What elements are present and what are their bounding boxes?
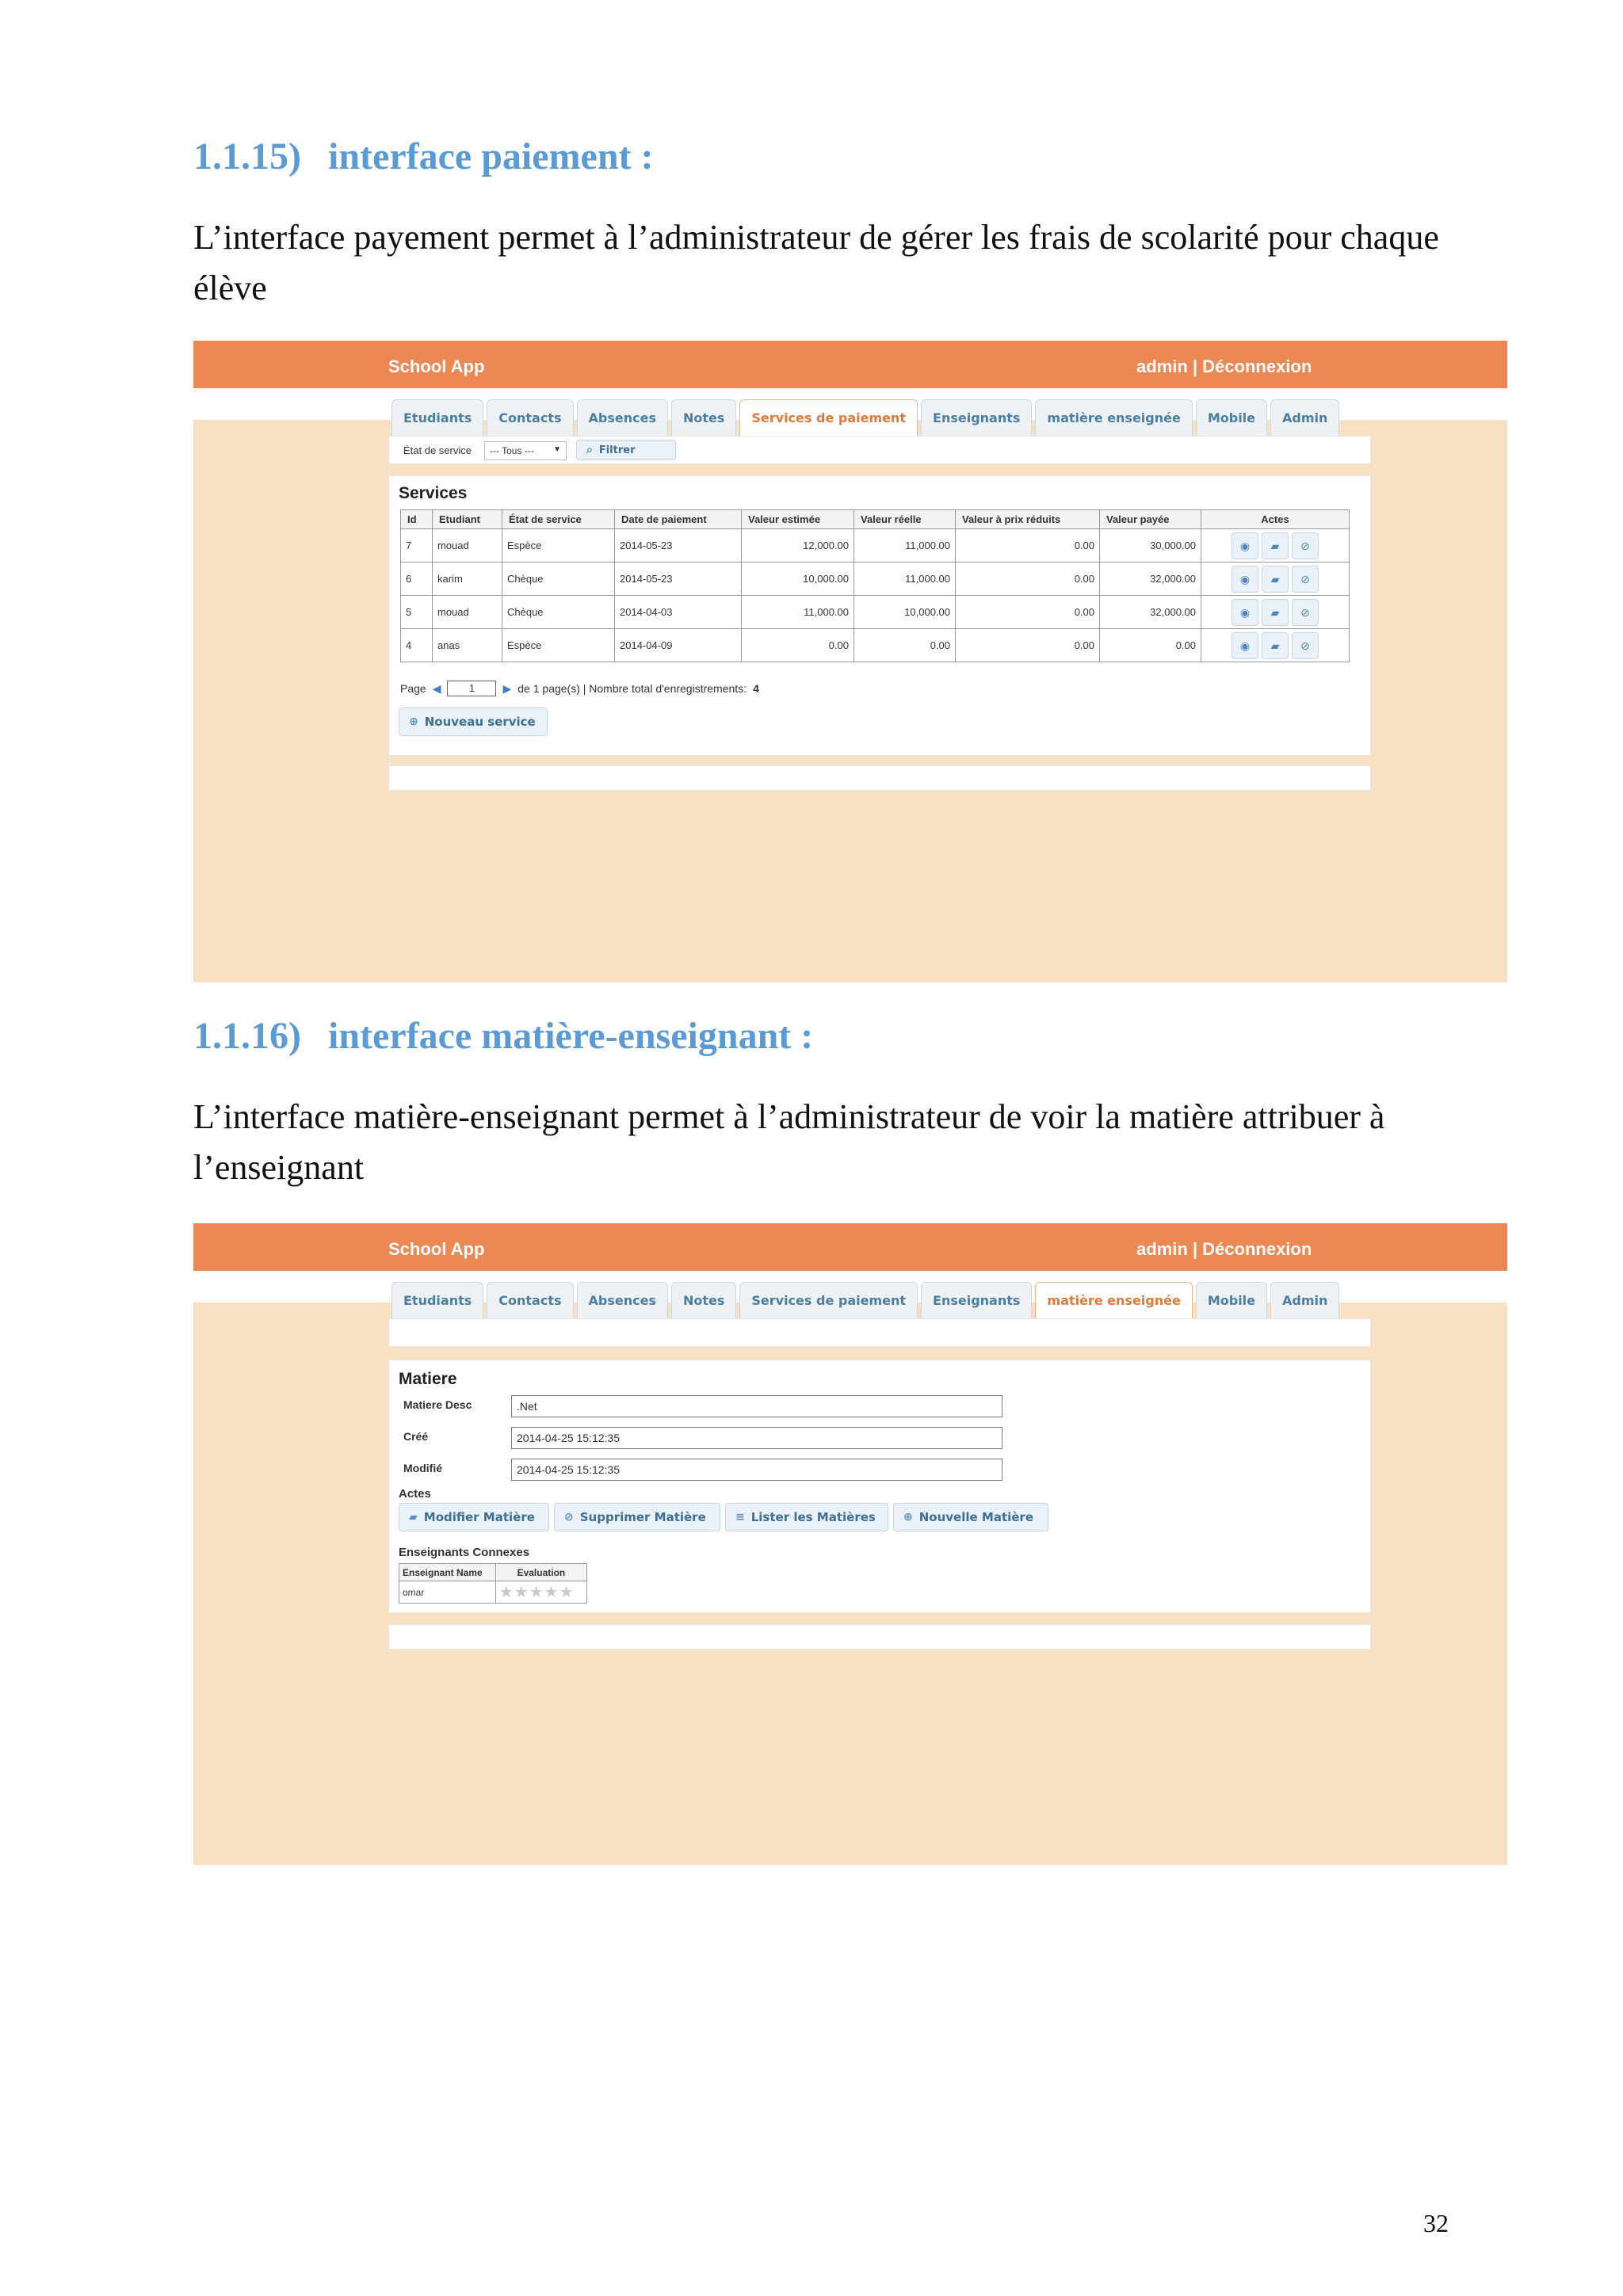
section-paragraph-matiere: L’interface matière-enseignant permet à l’administrateur de voir la matière attribuer à l’enseignant [193,1097,1385,1187]
edit-folder-icon[interactable]: ▰ [1262,632,1289,659]
delete-icon[interactable]: ⊘ [1292,566,1319,593]
tab-contacts[interactable]: Contacts [487,399,573,436]
plus-circle-icon: ⊕ [409,715,418,728]
next-page-icon[interactable]: ▶ [502,681,512,695]
tab-mobile[interactable]: Mobile [1196,399,1267,436]
list-icon: ≡ [735,1511,745,1524]
search-icon: ⌕ [586,444,593,456]
tab-mobile[interactable]: Mobile [1196,1282,1267,1318]
delete-icon[interactable]: ⊘ [1292,532,1319,559]
col-reduits[interactable]: Valeur à prix réduits [956,510,1100,529]
col-evaluation[interactable]: Evaluation [495,1564,586,1581]
services-panel [388,475,1371,756]
page-number: 32 [1423,2209,1449,2237]
screenshot-matiere [193,1223,1507,1865]
section-number: 1.1.15) [193,135,301,177]
field-label-desc: Matiere Desc [403,1398,472,1411]
delete-icon: ⊘ [564,1511,574,1524]
page-input[interactable]: 1 [447,681,496,696]
edit-folder-icon[interactable]: ▰ [1262,532,1289,559]
prev-page-icon[interactable]: ◀ [432,681,441,695]
footer-panel [388,1624,1371,1650]
edit-folder-icon[interactable]: ▰ [1262,599,1289,626]
tab-matiere-enseignee[interactable]: matière enseignée [1035,399,1192,436]
col-etat[interactable]: État de service [502,510,615,529]
matiere-title: Matiere [399,1370,457,1388]
actions-label: Actes [399,1487,431,1501]
tab-etudiants[interactable]: Etudiants [391,399,483,436]
tab-matiere-enseignee[interactable]: matière enseignée [1035,1282,1192,1318]
main-tabs [391,1282,1339,1318]
related-teachers-title: Enseignants Connexes [399,1546,530,1559]
table-row[interactable] [399,1581,587,1604]
tab-contacts[interactable]: Contacts [487,1282,573,1318]
services-title: Services [399,484,468,502]
app-brand[interactable]: School App [388,1239,485,1259]
screenshot-payments [193,341,1507,982]
services-table [400,509,1350,662]
delete-matiere-button[interactable]: ⊘ Supprimer Matière [554,1503,720,1531]
toolbar-strip [388,1318,1371,1347]
delete-icon[interactable]: ⊘ [1292,599,1319,626]
pager-total: 4 [753,682,759,695]
tab-enseignants[interactable]: Enseignants [921,399,1032,436]
view-icon[interactable]: ◉ [1232,599,1258,626]
user-logout-link[interactable]: admin | Déconnexion [1136,1239,1312,1259]
col-teacher-name[interactable]: Enseignant Name [399,1564,496,1581]
filter-bar [388,436,1371,464]
app-brand[interactable]: School App [388,357,485,376]
pager-text: de 1 page(s) | Nombre total d'enregistrements: [517,682,747,695]
app-header [193,1223,1507,1271]
field-label-cree: Créé [403,1430,429,1443]
chevron-down-icon: ▼ [553,445,561,454]
section-title: interface paiement : [328,135,654,177]
new-service-button[interactable]: ⊕ Nouveau service [399,707,548,736]
related-teachers-table [399,1563,587,1604]
filter-button[interactable]: ⌕ Filtrer [576,440,676,460]
tab-absences[interactable]: Absences [577,399,668,436]
col-payee[interactable]: Valeur payée [1100,510,1201,529]
section-heading-paiement [193,135,654,178]
new-matiere-button[interactable]: ⊕ Nouvelle Matière [893,1503,1048,1531]
list-matieres-button[interactable]: ≡ Lister les Matières [725,1503,888,1531]
modified-field[interactable]: 2014-04-25 15:12:35 [511,1459,1002,1481]
col-date[interactable]: Date de paiement [615,510,742,529]
tab-admin[interactable]: Admin [1270,399,1339,436]
edit-folder-icon[interactable]: ▰ [1262,566,1289,593]
col-etudiant[interactable]: Etudiant [433,510,502,529]
folder-icon: ▰ [409,1511,418,1524]
tab-notes[interactable]: Notes [671,1282,736,1318]
col-estimee[interactable]: Valeur estimée [742,510,854,529]
star-rating-icon[interactable]: ★★★★★ [498,1584,575,1601]
tab-admin[interactable]: Admin [1270,1282,1339,1318]
plus-circle-icon: ⊕ [903,1511,913,1524]
view-icon[interactable]: ◉ [1232,632,1258,659]
matiere-panel [388,1360,1371,1613]
app-header [193,341,1507,388]
col-actes: Actes [1201,510,1350,529]
main-tabs [391,399,1339,436]
teacher-name: omar [399,1581,496,1604]
service-state-select[interactable]: --- Tous --- ▼ [484,441,567,460]
section-title: interface matière-enseignant : [328,1015,814,1057]
tab-etudiants[interactable]: Etudiants [391,1282,483,1318]
section-paragraph-paiement: L’interface payement permet à l’administrateur de gérer les frais de scolarité pour chaque élève [193,218,1439,307]
tab-notes[interactable]: Notes [671,399,736,436]
created-field[interactable]: 2014-04-25 15:12:35 [511,1427,1002,1449]
table-row[interactable]: 7 mouad Espèce 2014-05-23 12,000.00 11,000.00 0.00 30,000.00 ◉ ▰ ⊘ [401,529,1350,563]
filter-label: État de service [403,444,472,456]
tab-absences[interactable]: Absences [577,1282,668,1318]
table-row[interactable]: 4 anas Espèce 2014-04-09 0.00 0.00 0.00 0.00 ◉ ▰ ⊘ [401,629,1350,662]
section-number: 1.1.16) [193,1015,301,1057]
section-heading-matiere [193,1014,813,1058]
edit-matiere-button[interactable]: ▰ Modifier Matière [399,1503,549,1531]
tab-enseignants[interactable]: Enseignants [921,1282,1032,1318]
pager-label: Page [400,682,426,695]
delete-icon[interactable]: ⊘ [1292,632,1319,659]
col-id[interactable]: Id [401,510,433,529]
tab-services-paiement[interactable]: Services de paiement [739,1282,918,1318]
table-row[interactable]: 6 karim Chèque 2014-05-23 10,000.00 11,000.00 0.00 32,000.00 ◉ ▰ ⊘ [401,563,1350,596]
view-icon[interactable]: ◉ [1232,532,1258,559]
field-label-modifie: Modifié [403,1462,442,1474]
matiere-desc-field[interactable]: .Net [511,1395,1002,1417]
user-logout-link[interactable]: admin | Déconnexion [1136,357,1312,376]
tab-services-paiement[interactable]: Services de paiement [739,399,918,436]
pager [400,681,759,696]
view-icon[interactable]: ◉ [1232,566,1258,593]
col-reelle[interactable]: Valeur réelle [854,510,956,529]
footer-panel [388,765,1371,791]
table-row[interactable]: 5 mouad Chèque 2014-04-03 11,000.00 10,000.00 0.00 32,000.00 ◉ ▰ ⊘ [401,596,1350,629]
